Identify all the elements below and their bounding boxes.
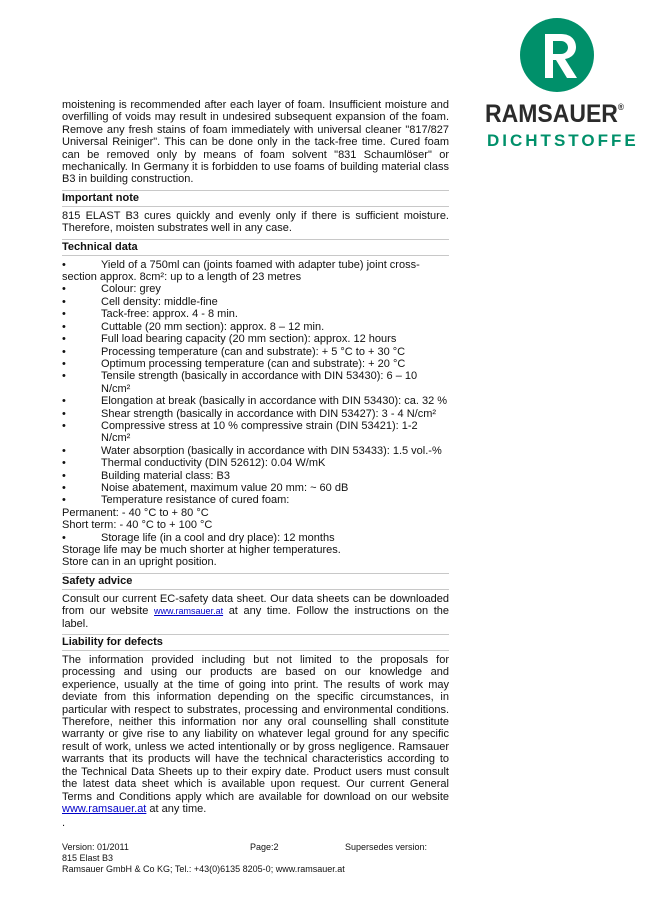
footer-supersedes: Supersedes version: [345,842,428,852]
bullet-icon: • [62,283,66,296]
list-item: • Colour: grey [62,283,161,296]
list-item: • Tensile strength (basically in accordance with DIN 53430): 6 – 10 N/cm² [62,370,418,395]
list-item: • Cell density: middle-fine [62,295,218,308]
page-footer [62,842,482,875]
list-item: • Processing temperature (can and substrate): + 5 °C to + 30 °C [62,345,406,358]
technical-data-list [62,259,449,507]
liability-text: The information provided including but not limited to the proposals for processing and using our products are based on our knowledge and experience, usually at the time of going into print. The results of work may deviate from this information depending on the specific circumstances, in particular with respect to substrates, processing and environmental conditions. Therefore, neither this information nor any oral counselling shall constitute warranty or give rise to any liability on whatever legal ground for any specific result of work, unless we acted intentionally or by gross negligence. Ramsauer warrants that its products will have the technical characteristics according to the Technical Data Sheets up to their expiry date. Product users must consult the latest data sheet which is available upon request. Our current General Terms and Conditions apply which are available for download on our website www.ramsauer.at at any time. [62,654,449,815]
bullet-icon: • [62,308,66,321]
bullet-icon: • [62,531,66,544]
website-link[interactable]: www.ramsauer.at [154,606,224,617]
bullet-icon: • [62,333,66,346]
safety-advice-heading: Safety advice [62,573,449,590]
list-item: • Building material class: B3 [62,469,231,482]
list-item: • Thermal conductivity (DIN 52612): 0.04 W/mK [62,457,326,470]
temp-short-term: Short term: - 40 °C to + 100 °C [62,519,213,532]
list-item: • Full load bearing capacity (20 mm section): approx. 12 hours [62,333,397,346]
list-item: • Yield of a 750ml can (joints foamed with adapter tube) joint cross-section approx. 8cm²: up to a length of 23 metres [62,258,420,284]
bullet-icon: • [62,444,66,457]
bullet-icon: • [62,481,66,494]
logo-wordmark: RAMSAUER® [485,100,625,128]
list-item: • Shear strength (basically in accordance with DIN 53427): 3 - 4 N/cm² [62,407,437,420]
bullet-icon: • [62,419,66,432]
list-item: • Cuttable (20 mm section): approx. 8 – 12 min. [62,320,325,333]
footer-page: Page:2 [250,842,279,852]
storage-position-note: Store can in an upright position. [62,556,217,569]
temp-permanent: Permanent: - 40 °C to + 80 °C [62,506,209,519]
storage-note: Storage life may be much shorter at higher temperatures. [62,544,341,556]
bullet-icon: • [62,469,66,482]
company-logo [485,18,639,158]
list-item: • Elongation at break (basically in accordance with DIN 53430): ca. 32 % [62,395,448,408]
bullet-icon: • [62,258,66,271]
important-note-text: 815 ELAST B3 cures quickly and evenly only if there is sufficient moisture. Therefore, moisten substrates well in any case. [62,209,449,235]
list-item: • Compressive stress at 10 % compressive strain (DIN 53421): 1-2 N/cm² [62,419,418,445]
technical-data-heading: Technical data [62,239,449,256]
bullet-icon: • [62,407,66,420]
document-body [62,99,449,830]
footer-product: 815 Elast B3 [62,853,114,863]
bullet-icon: • [62,295,66,308]
bullet-icon: • [62,357,66,370]
important-note-heading: Important note [62,190,449,207]
liability-heading: Liability for defects [62,634,449,651]
list-item: • Temperature resistance of cured foam: [62,494,290,507]
list-item: • Tack-free: approx. 4 - 8 min. [62,308,238,321]
list-item: • Storage life (in a cool and dry place): 12 months [62,531,335,544]
bullet-icon: • [62,370,66,383]
bullet-icon: • [62,395,66,408]
storage-list [62,532,449,544]
bullet-icon: • [62,345,66,358]
safety-advice-text: Consult our current EC-safety data sheet. Our data sheets can be downloaded from our website www.ramsauer.at at any time. Follow the instructions on the label. [62,592,449,630]
footer-version: Version: 01/2011 [62,842,129,852]
list-item: • Optimum processing temperature (can and substrate): + 20 °C [62,357,406,370]
trailing-dot: . [62,817,66,830]
list-item: • Water absorption (basically in accordance with DIN 53433): 1.5 vol.-% [62,444,442,457]
bullet-icon: • [62,320,66,333]
ramsauer-r-logo-icon [520,18,594,92]
list-item: • Noise abatement, maximum value 20 mm: ~ 60 dB [62,481,349,494]
website-link[interactable]: www.ramsauer.at [62,802,147,815]
footer-company: Ramsauer GmbH & Co KG; Tel.: +43(0)6135 8205-0; www.ramsauer.at [62,864,345,874]
bullet-icon: • [62,494,66,507]
intro-paragraph: moistening is recommended after each layer of foam. Insufficient moisture and overfilling of voids may result in undesired subsequent expansion of the foam. Remove any fresh stains of foam immediately with universal cleaner "817/827 Universal Reiniger". This can be done only in the tack-free time. Cured foam can be removed only by means of foam solvent "831 Schaumlöser" or mechanically. In Germany it is forbidden to use foams of building material class B3 in building construction. [62,99,449,186]
logo-subtitle: DICHTSTOFFE [487,131,639,150]
bullet-icon: • [62,457,66,470]
